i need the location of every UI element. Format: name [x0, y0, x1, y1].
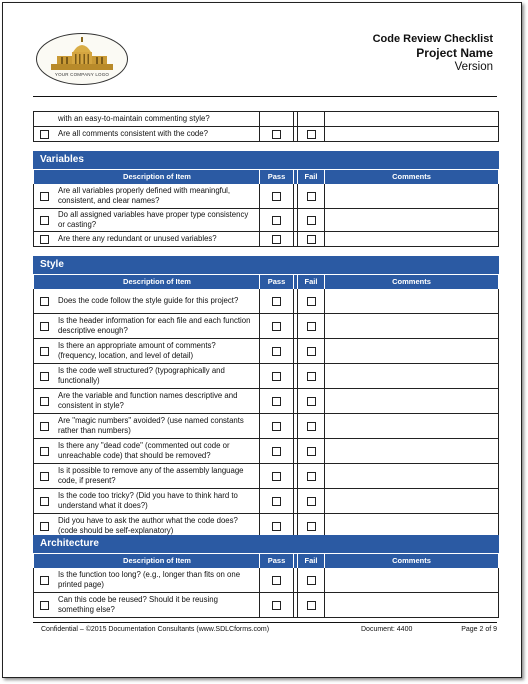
table-row — [33, 489, 499, 514]
item-description: with an easy-to-maintain commenting style? — [58, 114, 210, 123]
fail-checkbox[interactable] — [307, 497, 316, 506]
column-header-description: Description of Item — [123, 277, 191, 286]
column-header-description: Description of Item — [123, 556, 191, 565]
section-title: Variables — [33, 151, 499, 169]
comments-cell[interactable] — [324, 289, 499, 313]
pass-checkbox[interactable] — [272, 347, 281, 356]
column-header-description: Description of Item — [123, 172, 191, 181]
item-checkbox[interactable] — [40, 472, 49, 481]
item-description: Does the code follow the style guide for this project? — [58, 296, 239, 305]
column-header-fail: Fail — [297, 275, 324, 289]
item-checkbox[interactable] — [40, 130, 49, 139]
item-checkbox[interactable] — [40, 322, 49, 331]
document-header — [373, 33, 493, 74]
comments-cell[interactable] — [324, 568, 499, 592]
table-row — [33, 464, 499, 489]
comments-cell[interactable] — [324, 364, 499, 388]
pass-checkbox[interactable] — [272, 192, 281, 201]
column-header-comments: Comments — [324, 275, 499, 289]
comments-cell[interactable] — [324, 414, 499, 438]
pass-checkbox[interactable] — [272, 422, 281, 431]
item-description: Can this code be reused? Should it be reusing something else? — [58, 595, 218, 614]
item-description: Are all variables properly defined with meaningful, consistent, and clear names? — [58, 186, 231, 205]
column-header-fail: Fail — [297, 554, 324, 568]
fail-checkbox[interactable] — [307, 472, 316, 481]
item-description: Is the function too long? (e.g., longer than fits on one printed page) — [58, 570, 241, 589]
item-description: Is the code well structured? (typographically and functionally) — [58, 366, 225, 385]
logo-text: YOUR COMPANY LOGO — [54, 72, 110, 77]
comments-cell[interactable] — [324, 339, 499, 363]
item-description: Are all comments consistent with the code? — [58, 129, 208, 138]
comments-cell[interactable] — [324, 127, 499, 141]
header-divider — [33, 96, 497, 97]
comments-cell[interactable] — [324, 184, 499, 208]
item-description: Is it possible to remove any of the assembly language code, if present? — [58, 466, 244, 485]
version-label: Version — [454, 61, 493, 73]
table-row — [33, 339, 499, 364]
item-checkbox[interactable] — [40, 397, 49, 406]
fail-checkbox[interactable] — [307, 235, 316, 244]
item-description: Is there an appropriate amount of comments? (frequency, location, and level of detail) — [58, 341, 216, 360]
column-header-comments: Comments — [324, 170, 499, 184]
section-title: Style — [33, 256, 499, 274]
pass-checkbox[interactable] — [272, 372, 281, 381]
comments-cell[interactable] — [324, 112, 499, 126]
column-header-row — [33, 169, 499, 184]
comments-cell[interactable] — [324, 439, 499, 463]
item-checkbox[interactable] — [40, 192, 49, 201]
table-row — [33, 111, 499, 127]
table-row — [33, 232, 499, 247]
fail-checkbox[interactable] — [307, 397, 316, 406]
table-row — [33, 127, 499, 142]
footer-document-number: Document: 4400 — [361, 626, 413, 633]
footer-divider — [33, 622, 497, 623]
fail-checkbox[interactable] — [307, 192, 316, 201]
item-checkbox[interactable] — [40, 422, 49, 431]
table-row — [33, 389, 499, 414]
pass-checkbox[interactable] — [272, 216, 281, 225]
architecture-table — [33, 535, 499, 618]
table-row — [33, 439, 499, 464]
fail-checkbox[interactable] — [307, 576, 316, 585]
comments-cell[interactable] — [324, 232, 499, 246]
comments-cell[interactable] — [324, 593, 499, 617]
pass-checkbox[interactable] — [272, 472, 281, 481]
item-checkbox[interactable] — [40, 216, 49, 225]
item-description: Is the header information for each file and each function descriptive enough? — [58, 316, 251, 335]
item-checkbox[interactable] — [40, 576, 49, 585]
comments-cell[interactable] — [324, 489, 499, 513]
project-name: Project Name — [416, 46, 493, 60]
footer-page-number: Page 2 of 9 — [461, 626, 497, 633]
fail-checkbox[interactable] — [307, 422, 316, 431]
section-title: Architecture — [33, 535, 499, 553]
item-checkbox[interactable] — [40, 497, 49, 506]
fail-checkbox[interactable] — [307, 322, 316, 331]
pass-checkbox[interactable] — [272, 522, 281, 531]
comments-cell[interactable] — [324, 464, 499, 488]
pass-checkbox[interactable] — [272, 297, 281, 306]
table-row — [33, 593, 499, 618]
item-checkbox[interactable] — [40, 601, 49, 610]
pass-checkbox[interactable] — [272, 322, 281, 331]
fail-checkbox[interactable] — [307, 447, 316, 456]
column-header-row — [33, 553, 499, 568]
item-description: Are the variable and function names descriptive and consistent in style? — [58, 391, 238, 410]
item-checkbox[interactable] — [40, 297, 49, 306]
pass-checkbox[interactable] — [272, 497, 281, 506]
item-description: Do all assigned variables have proper type consistency or casting? — [58, 210, 249, 229]
pass-checkbox[interactable] — [272, 576, 281, 585]
table-row — [33, 184, 499, 209]
column-header-pass: Pass — [259, 275, 293, 289]
company-logo — [36, 33, 128, 85]
column-header-comments: Comments — [324, 554, 499, 568]
pass-checkbox[interactable] — [272, 397, 281, 406]
fail-checkbox[interactable] — [307, 297, 316, 306]
table-row — [33, 314, 499, 339]
table-row — [33, 209, 499, 232]
column-header-fail: Fail — [297, 170, 324, 184]
row-checkbox-cell — [33, 112, 55, 126]
fail-checkbox[interactable] — [307, 130, 316, 139]
item-checkbox[interactable] — [40, 522, 49, 531]
column-header-pass: Pass — [259, 170, 293, 184]
table-row — [33, 414, 499, 439]
item-description: Is the code too tricky? (Did you have to think hard to understand what it does?) — [58, 491, 238, 510]
item-checkbox[interactable] — [40, 447, 49, 456]
fail-checkbox[interactable] — [307, 347, 316, 356]
table-row — [33, 289, 499, 314]
table-row — [33, 568, 499, 593]
item-description: Is there any "dead code" (commented out code or unreachable code) that should be removed? — [58, 441, 230, 460]
column-header-pass: Pass — [259, 554, 293, 568]
table-row — [33, 364, 499, 389]
pass-checkbox[interactable] — [272, 601, 281, 610]
item-checkbox[interactable] — [40, 347, 49, 356]
fail-checkbox[interactable] — [307, 372, 316, 381]
footer-confidential: Confidential – ©2015 Documentation Consultants (www.SDLCforms.com) — [41, 626, 270, 633]
column-header-row — [33, 274, 499, 289]
item-description: Are there any redundant or unused variables? — [58, 234, 217, 243]
fail-checkbox[interactable] — [307, 216, 316, 225]
pass-checkbox[interactable] — [272, 235, 281, 244]
item-description: Did you have to ask the author what the code does? (code should be self-explanatory) — [58, 516, 238, 535]
item-checkbox[interactable] — [40, 235, 49, 244]
item-description: Are "magic numbers" avoided? (use named constants rather than numbers) — [58, 416, 244, 435]
document-title: Code Review Checklist — [372, 33, 493, 45]
fail-checkbox[interactable] — [307, 601, 316, 610]
comments-cell[interactable] — [324, 389, 499, 413]
style-table — [33, 256, 499, 539]
pass-checkbox[interactable] — [272, 447, 281, 456]
comments-cell[interactable] — [324, 314, 499, 338]
pass-checkbox[interactable] — [272, 130, 281, 139]
comments-cell[interactable] — [324, 209, 499, 231]
item-checkbox[interactable] — [40, 372, 49, 381]
continued-table — [33, 111, 499, 142]
fail-checkbox[interactable] — [307, 522, 316, 531]
variables-table — [33, 151, 499, 247]
document-page — [2, 2, 522, 678]
